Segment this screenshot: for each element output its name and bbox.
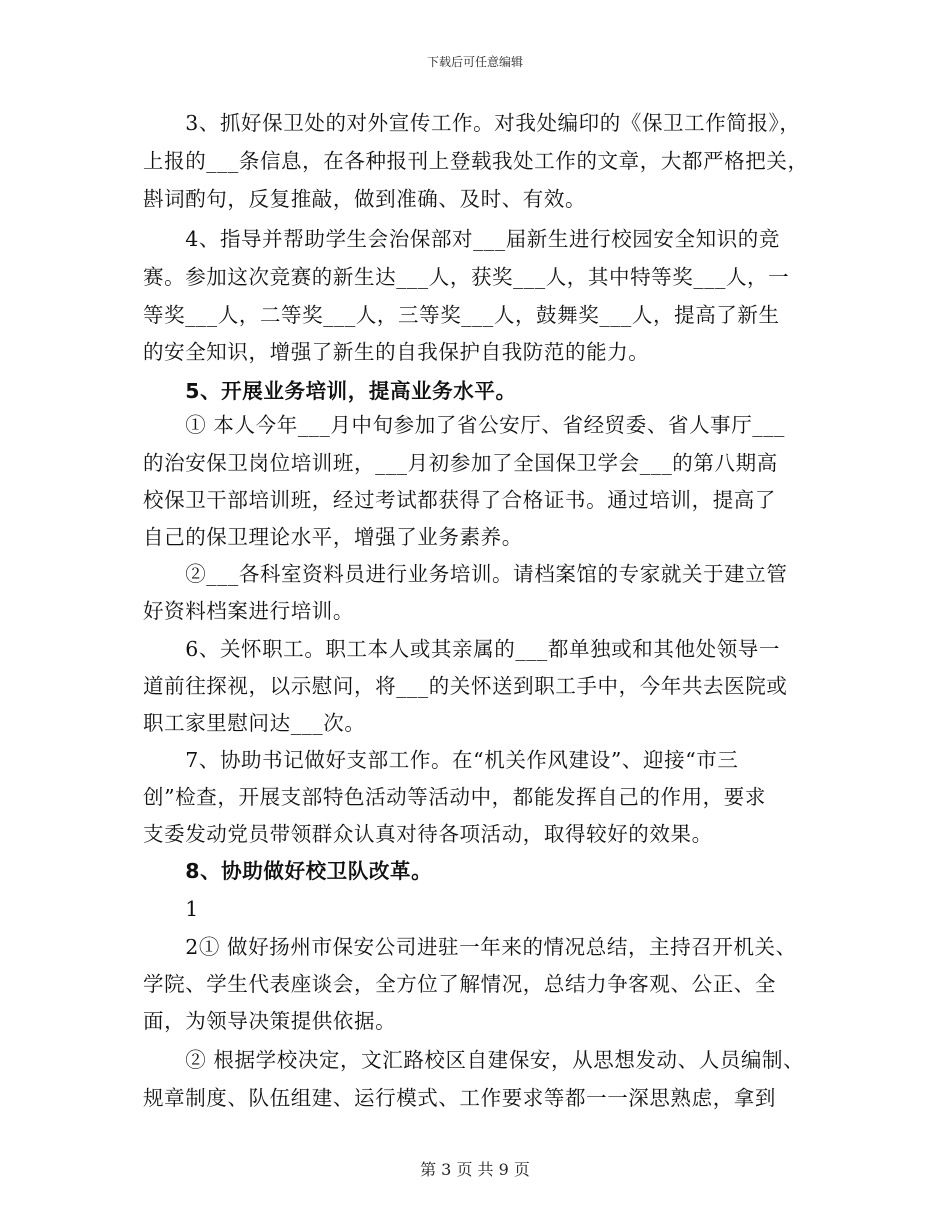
- text-line: 赛。参加这次竞赛的新生达___人，获奖___人，其中特等奖___人，一: [143, 265, 790, 289]
- text-line: 2① 做好扬州市保安公司进驻一年来的情况总结，主持召开机关、: [143, 935, 797, 959]
- text-line: 职工家里慰问达___次。: [143, 711, 366, 735]
- page-header: 下载后可任意编辑: [426, 55, 523, 69]
- text-line: 等奖___人，二等奖___人，三等奖___人，鼓舞奖___人，提高了新生: [143, 303, 780, 327]
- text-line: 面，为领导决策提供依据。: [143, 1009, 397, 1033]
- text-line: ②___各科室资料员进行业务培训。请档案馆的专家就关于建立管: [143, 562, 788, 586]
- text-line: 斟词酌句，反复推敲，做到准确、及时、有效。: [143, 187, 587, 211]
- section-heading: 8、协助做好校卫队改革。: [143, 859, 433, 883]
- text-line: 7、协助书记做好支部工作。在“机关作风建设”、迎接“市三: [143, 748, 739, 772]
- section-heading: 5、开展业务培训，提高业务水平。: [143, 379, 517, 403]
- text-line: 好资料档案进行培训。: [143, 599, 354, 623]
- text-line: 6、关怀职工。职工本人或其亲属的___都单独或和其他处领导一: [143, 637, 780, 661]
- text-line: 规章制度、队伍组建、运行模式、工作要求等都一一深思熟虑，拿到: [143, 1086, 776, 1110]
- text-line: 的治安保卫岗位培训班，___月初参加了全国保卫学会___的第八期高: [143, 451, 778, 475]
- text-line: 3、抓好保卫处的对外宣传工作。对我处编印的《保卫工作简报》，: [143, 111, 801, 135]
- page-footer: 第 3 页 共 9 页: [420, 1160, 530, 1179]
- text-line: 的安全知识，增强了新生的自我保护自我防范的能力。: [143, 340, 650, 364]
- text-line: 道前往探视，以示慰问，将___的关怀送到职工手中，今年共去医院或: [143, 674, 788, 698]
- text-line: 学院、学生代表座谈会，全方位了解情况，总结力争客观、公正、全: [143, 972, 776, 996]
- text-line: 创”检查，开展支部特色活动等活动中，都能发挥自己的作用，要求: [143, 785, 766, 809]
- text-line: 1: [143, 897, 199, 921]
- text-line: ① 本人今年___月中旬参加了省公安厅、省经贸委、省人事厅___: [143, 413, 785, 437]
- text-line: 校保卫干部培训班，经过考试都获得了合格证书。通过培训，提高了: [143, 488, 776, 512]
- text-line: 上报的___条信息，在各种报刊上登载我处工作的文章，大都严格把关，: [143, 149, 809, 173]
- text-line: 4、指导并帮助学生会治保部对___届新生进行校园安全知识的竞: [143, 227, 780, 251]
- text-line: 自己的保卫理论水平，增强了业务素养。: [143, 525, 523, 549]
- text-line: 支委发动党员带领群众认真对待各项活动，取得较好的效果。: [143, 822, 713, 846]
- text-line: ② 根据学校决定，文汇路校区自建保安，从思想发动、人员编制、: [143, 1048, 805, 1072]
